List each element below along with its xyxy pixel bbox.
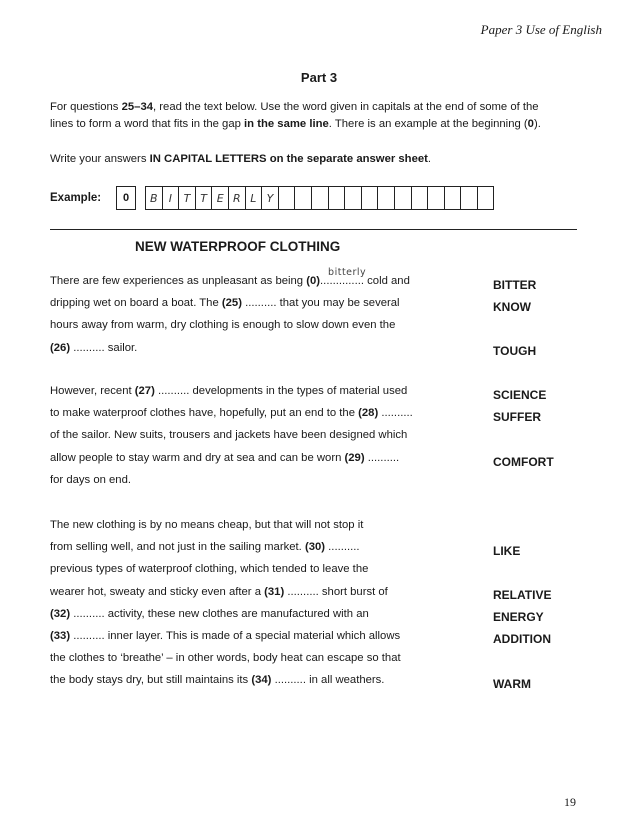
passage-text: .......... bbox=[364, 451, 400, 464]
example-letter-box bbox=[345, 186, 362, 210]
passage-text: .......... inner layer. This is made of a special material which allows bbox=[70, 629, 401, 642]
passage-line: The new clothing is by no means cheap, but that will not stop it bbox=[50, 519, 364, 531]
keyword-know: KNOW bbox=[493, 300, 531, 314]
example-letter-box bbox=[478, 186, 495, 210]
text-title: NEW WATERPROOF CLOTHING bbox=[135, 239, 341, 254]
passage-text: to make waterproof clothes have, hopefully, put an end to the bbox=[50, 407, 359, 420]
gap-number: (26) bbox=[50, 341, 71, 354]
gap-number: (0) bbox=[306, 275, 321, 287]
passage-text: .......... that you may be several bbox=[241, 297, 400, 310]
passage-line: the clothes to ‘breathe’ – in other words, body heat can escape so that bbox=[50, 652, 401, 665]
instructions-text: Write your answers bbox=[50, 153, 150, 165]
instructions-text: ). bbox=[533, 118, 541, 130]
passage-line: previous types of waterproof clothing, which tended to leave the bbox=[50, 563, 369, 576]
keyword-relative: RELATIVE bbox=[493, 588, 552, 602]
example-number-box: 0 bbox=[116, 186, 136, 210]
gap-number: (29) bbox=[344, 451, 365, 464]
keyword-warm: WARM bbox=[493, 677, 531, 691]
keyword-energy: ENERGY bbox=[493, 610, 544, 624]
gap-number: (32) bbox=[50, 607, 71, 620]
handwritten-answer: bitterly bbox=[328, 267, 367, 278]
passage-text: allow people to stay warm and dry at sea and can be worn bbox=[50, 451, 345, 464]
passage-text: .......... activity, these new clothes are manufactured with an bbox=[70, 607, 369, 620]
instructions bbox=[50, 99, 595, 133]
example-letter-box bbox=[428, 186, 445, 210]
instructions-emphasis: 0 bbox=[527, 118, 534, 130]
example-letter-box bbox=[329, 186, 346, 210]
example-letter-box bbox=[295, 186, 312, 210]
passage-text: from selling well, and not just in the sailing market. bbox=[50, 541, 305, 554]
instructions-emphasis: in the same line bbox=[244, 118, 329, 130]
example-label: Example: bbox=[50, 192, 102, 204]
example-letter-box: Y bbox=[262, 186, 279, 210]
passage-paragraph-2 bbox=[50, 380, 413, 491]
example-letter-box: T bbox=[196, 186, 213, 210]
example-letter-box: B bbox=[146, 186, 163, 210]
keyword-suffer: SUFFER bbox=[493, 410, 541, 424]
passage-line bbox=[50, 447, 413, 469]
page-header: Paper 3 Use of English bbox=[480, 22, 602, 37]
passage-text: .......... in all weathers. bbox=[271, 674, 385, 687]
example-letter-box: E bbox=[212, 186, 229, 210]
passage-paragraph-3 bbox=[50, 514, 401, 692]
passage-text: However, recent bbox=[50, 385, 135, 397]
passage-line bbox=[50, 581, 401, 603]
example-letter-box: I bbox=[163, 186, 180, 210]
passage-line bbox=[50, 337, 410, 359]
instructions-text: . There is an example at the beginning ( bbox=[328, 118, 528, 130]
keyword-comfort: COMFORT bbox=[493, 455, 554, 469]
example-letter-box bbox=[378, 186, 395, 210]
example-letter-boxes bbox=[145, 186, 494, 210]
answer-instructions bbox=[50, 151, 595, 168]
gap-number: (34) bbox=[251, 674, 272, 687]
gap-number: (25) bbox=[221, 297, 242, 310]
passage-text: .......... bbox=[325, 541, 360, 554]
gap-dots: .............. bbox=[320, 275, 364, 287]
passage-paragraph-1 bbox=[50, 267, 410, 359]
instructions-text: For questions bbox=[50, 101, 122, 113]
divider bbox=[50, 229, 577, 230]
instructions-text: lines to form a word that fits in the gap bbox=[50, 118, 245, 130]
passage-line bbox=[50, 603, 401, 625]
example-letter-box bbox=[279, 186, 296, 210]
example-answer bbox=[320, 267, 367, 292]
keyword-science: SCIENCE bbox=[493, 388, 547, 402]
example-letter-box bbox=[312, 186, 329, 210]
example-letter-box: T bbox=[179, 186, 196, 210]
example-letter-box: L bbox=[246, 186, 263, 210]
instructions-text: , read the text below. Use the word given in capitals at the end of some of the bbox=[153, 101, 539, 113]
instructions-text: . bbox=[427, 153, 432, 165]
passage-text: .......... sailor. bbox=[70, 341, 138, 354]
passage-line bbox=[50, 402, 413, 424]
passage-line bbox=[50, 380, 413, 402]
passage-text: There are few experiences as unpleasant as being bbox=[50, 275, 307, 287]
passage-text: the body stays dry, but still maintains its bbox=[50, 674, 252, 687]
part-title: Part 3 bbox=[300, 70, 338, 85]
passage-line bbox=[50, 536, 401, 558]
passage-text: wearer hot, sweaty and sticky even after a bbox=[50, 585, 265, 598]
keyword-tough: TOUGH bbox=[493, 344, 537, 358]
passage-text: dripping wet on board a boat. The bbox=[50, 297, 222, 310]
example-letter-box bbox=[461, 186, 478, 210]
passage-line bbox=[50, 669, 401, 691]
keyword-bitter: BITTER bbox=[493, 278, 537, 292]
passage-line bbox=[50, 625, 401, 647]
passage-line: hours away from warm, dry clothing is enough to slow down even the bbox=[50, 319, 396, 332]
passage-text: .......... bbox=[378, 407, 413, 420]
example-letter-box bbox=[445, 186, 462, 210]
keyword-like: LIKE bbox=[493, 544, 521, 558]
example-row bbox=[50, 184, 494, 212]
gap-number: (28) bbox=[358, 407, 379, 420]
example-letter-box bbox=[362, 186, 379, 210]
gap-number: (33) bbox=[50, 629, 71, 642]
example-letter-box bbox=[412, 186, 429, 210]
gap-number: (31) bbox=[264, 585, 285, 598]
question-range: 25–34 bbox=[121, 101, 154, 113]
passage-text: .......... developments in the types of material used bbox=[154, 385, 408, 397]
instructions-emphasis: IN CAPITAL LETTERS on the separate answer sheet bbox=[149, 153, 428, 165]
keyword-addition: ADDITION bbox=[493, 632, 551, 646]
gap-number: (27) bbox=[134, 385, 155, 397]
gap-number: (30) bbox=[304, 541, 326, 554]
passage-line: for days on end. bbox=[50, 473, 132, 486]
example-letter-box: R bbox=[229, 186, 246, 210]
passage-text: .......... short burst of bbox=[284, 585, 388, 598]
passage-line: of the sailor. New suits, trousers and jackets have been designed which bbox=[50, 429, 408, 442]
passage-text: cold and bbox=[364, 275, 410, 287]
passage-line bbox=[50, 292, 410, 314]
example-letter-box bbox=[395, 186, 412, 210]
passage-line bbox=[50, 267, 410, 292]
page-number: 19 bbox=[564, 795, 576, 809]
